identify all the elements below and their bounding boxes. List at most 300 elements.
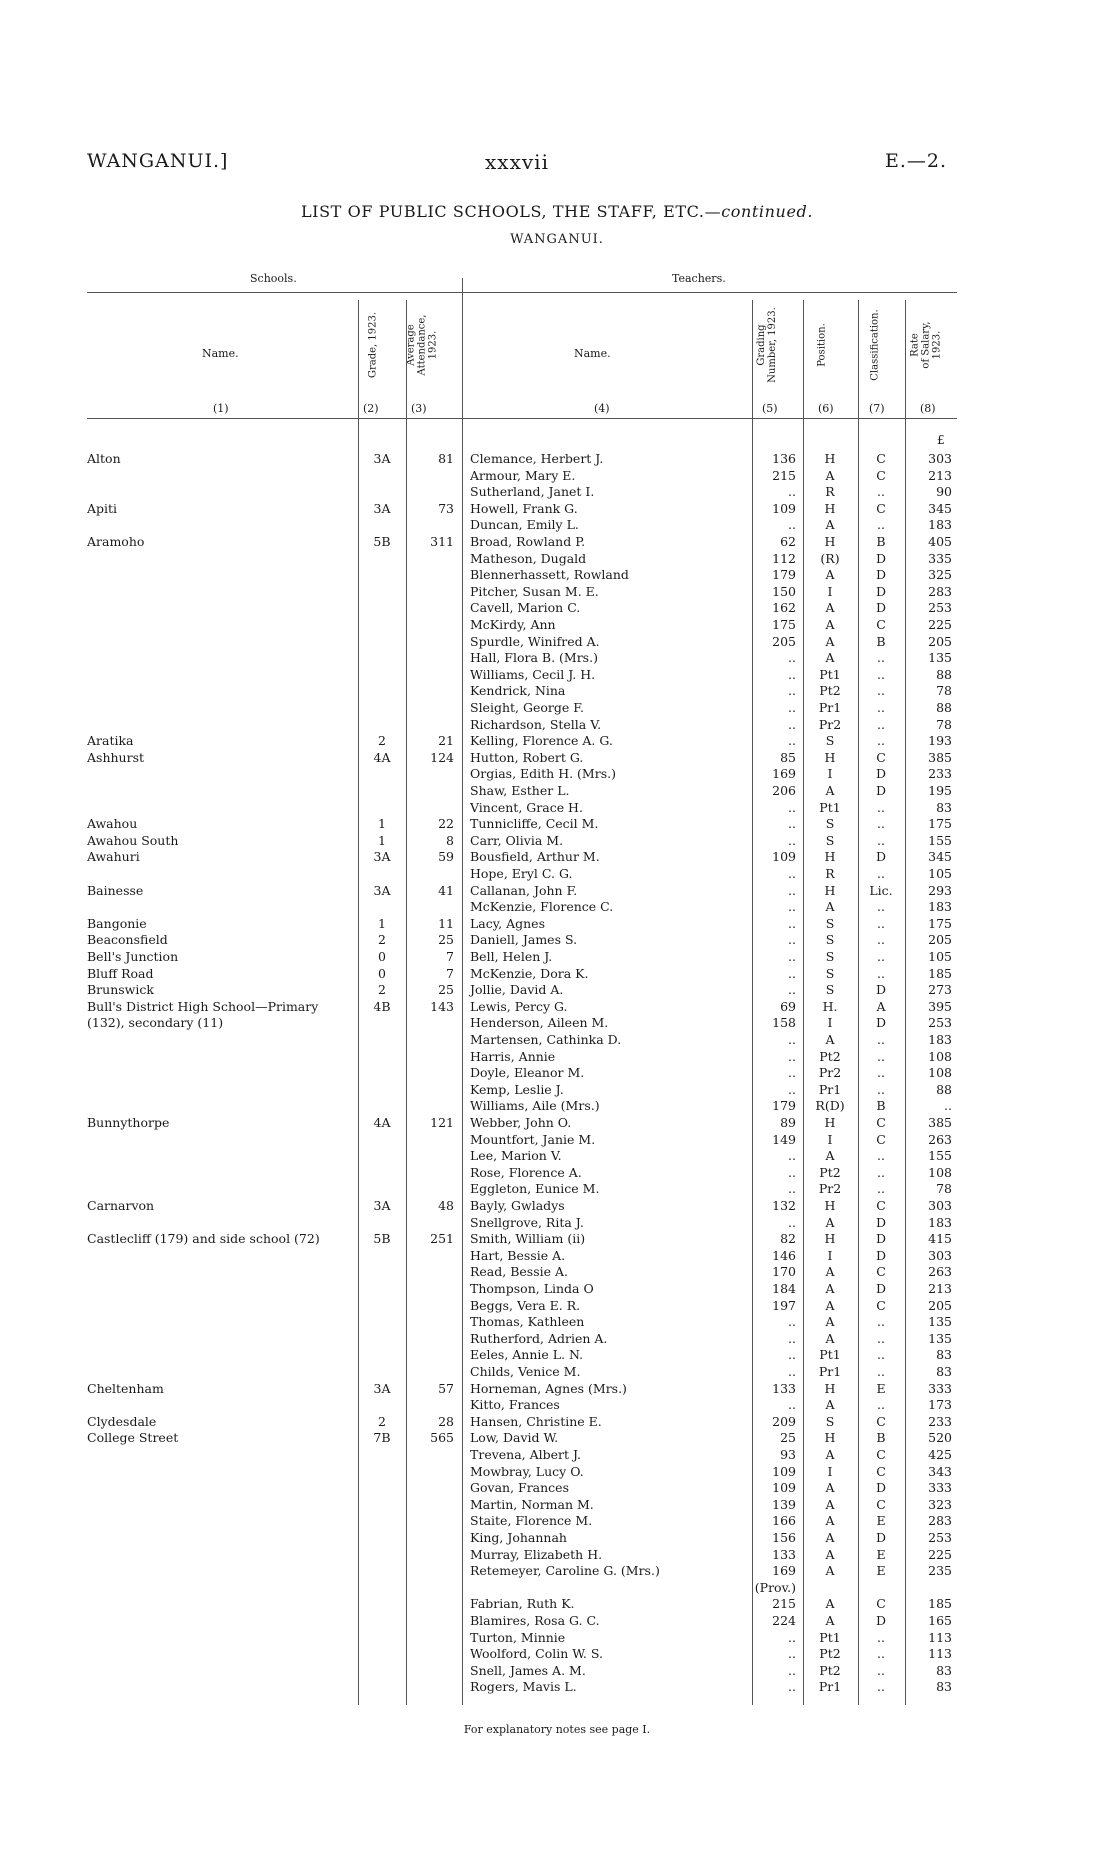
- teacher-name-text: Kitto, Frances: [470, 1397, 560, 1413]
- salary-rate-text: 233: [928, 766, 952, 782]
- school-attendance: [408, 999, 454, 1015]
- teacher-name: [470, 1082, 746, 1098]
- teacher-classification-text: ..: [877, 700, 885, 715]
- teacher-name: [470, 800, 746, 816]
- teacher-position-text: Pt2: [819, 1662, 841, 1678]
- grading-number: [754, 1630, 796, 1646]
- grading-number-text: ..: [788, 932, 796, 948]
- school-grade-text: 0: [378, 965, 386, 981]
- teacher-name-text: Martensen, Cathinka D.: [470, 1032, 622, 1047]
- school-grade: [360, 916, 404, 932]
- school-grade-text: 2: [378, 1413, 386, 1429]
- teacher-name-text: Kelling, Florence A. G.: [470, 733, 613, 749]
- school-name-text: Bell's Junction: [87, 949, 179, 964]
- rule-after-classification: [905, 300, 906, 1705]
- teacher-classification: [860, 1596, 902, 1612]
- teacher-name-text: Bell, Helen J.: [470, 949, 553, 964]
- teacher-classification: [860, 1347, 902, 1363]
- grading-number-text: 109: [772, 1480, 796, 1496]
- salary-rate: [907, 1679, 952, 1695]
- salary-rate-text: 135: [928, 1330, 952, 1346]
- salary-rate-text: 175: [928, 915, 952, 931]
- salary-rate-text: 235: [928, 1563, 952, 1579]
- teacher-name-text: Callanan, John F.: [470, 882, 578, 898]
- teacher-name-text: Vincent, Grace H.: [470, 799, 583, 815]
- col-number-8: (8): [920, 402, 936, 415]
- salary-rate-text: 183: [928, 1214, 952, 1230]
- school-attendance: [408, 982, 454, 998]
- teacher-position-text: I: [827, 1015, 833, 1031]
- salary-rate: [907, 982, 952, 998]
- teacher-classification-text: C: [876, 467, 886, 483]
- salary-rate-text: 195: [928, 783, 952, 798]
- grading-number: [754, 1530, 796, 1546]
- teacher-classification-text: B: [876, 1098, 886, 1114]
- salary-rate: [907, 849, 952, 865]
- teacher-classification-text: ..: [877, 1048, 885, 1064]
- teacher-classification-text: ..: [877, 1164, 885, 1180]
- school-grade: [360, 883, 404, 899]
- salary-rate: [907, 567, 952, 583]
- salary-rate-text: 323: [928, 1496, 952, 1512]
- teacher-classification: [860, 667, 902, 683]
- teacher-name: [470, 517, 746, 533]
- teacher-name-text: Spurdle, Winifred A.: [470, 633, 600, 649]
- salary-rate: [907, 1165, 952, 1181]
- teacher-position: [805, 1397, 855, 1413]
- salary-rate-text: 88: [936, 700, 952, 715]
- teacher-position-text: R: [825, 484, 835, 500]
- salary-rate-text: 78: [936, 716, 952, 732]
- grading-number: [754, 1464, 796, 1480]
- grading-number-text: ..: [788, 1646, 796, 1662]
- teacher-position: [805, 600, 855, 616]
- pound-sign: £: [937, 433, 945, 447]
- teacher-classification-text: D: [875, 783, 887, 798]
- teacher-name: [470, 783, 746, 799]
- title-text: LIST OF PUBLIC SCHOOLS, THE STAFF, ETC.—: [300, 202, 722, 221]
- teacher-name: [470, 1132, 746, 1148]
- teacher-name: [470, 1165, 746, 1181]
- teacher-position-text: S: [825, 816, 835, 832]
- teacher-name-text: Henderson, Aileen M.: [470, 1015, 609, 1031]
- teacher-classification-text: C: [876, 1596, 886, 1612]
- teacher-position-text: A: [825, 1314, 835, 1330]
- grading-number: [754, 1181, 796, 1197]
- school-attendance-text: 41: [438, 882, 454, 898]
- salary-header: Rate of Salary, 1923.: [909, 321, 943, 369]
- teacher-classification-text: D: [875, 766, 887, 782]
- teacher-classification: [860, 1497, 902, 1513]
- teacher-name-text: McKirdy, Ann: [470, 617, 556, 632]
- salary-rate-text: 183: [928, 1032, 952, 1047]
- school-name: [87, 1430, 349, 1446]
- teacher-position-text: S: [825, 733, 835, 749]
- teacher-position-text: A: [825, 1513, 835, 1529]
- salary-rate: [907, 451, 952, 467]
- grading-number: [754, 1198, 796, 1214]
- salary-rate: [907, 1397, 952, 1413]
- teacher-position-text: A: [825, 1480, 835, 1496]
- salary-rate: [907, 683, 952, 699]
- grading-number-text: ..: [788, 1679, 796, 1695]
- teacher-position: [805, 700, 855, 716]
- teacher-classification-text: ..: [877, 666, 885, 682]
- teacher-position-text: H: [824, 1231, 836, 1247]
- school-grade: [360, 833, 404, 849]
- teacher-classification: [860, 683, 902, 699]
- grading-number: [754, 468, 796, 484]
- teacher-position-text: Pr1: [818, 1081, 842, 1097]
- salary-rate: [907, 1181, 952, 1197]
- teacher-position-text: A: [825, 1330, 835, 1346]
- col-number-2: (2): [363, 402, 379, 415]
- grading-number: [754, 683, 796, 699]
- grading-number-text: 133: [772, 1380, 796, 1396]
- teacher-position-text: Pt2: [819, 683, 841, 699]
- teacher-classification: [860, 1298, 902, 1314]
- grading-number-text: ..: [788, 866, 796, 881]
- salary-rate: [907, 534, 952, 550]
- teacher-position-text: H: [824, 1430, 836, 1446]
- teacher-classification-text: C: [876, 1198, 886, 1213]
- teacher-classification-text: ..: [877, 799, 885, 815]
- teacher-position: [805, 1248, 855, 1264]
- teacher-classification-text: E: [876, 1380, 886, 1396]
- school-attendance: [408, 966, 454, 982]
- school-attendance-text: 28: [438, 1413, 454, 1429]
- grading-number-text: 62: [780, 534, 796, 549]
- teacher-position-text: A: [825, 1214, 835, 1230]
- grading-number-text: ..: [788, 1330, 796, 1346]
- salary-rate: [907, 1547, 952, 1563]
- teacher-name-text: Matheson, Dugald: [470, 550, 587, 566]
- school-name-text: (132), secondary (11): [87, 1015, 224, 1031]
- teacher-position-text: H: [824, 1380, 836, 1396]
- salary-rate: [907, 800, 952, 816]
- teacher-position-text: I: [827, 766, 833, 782]
- teacher-position: [805, 766, 855, 782]
- attendance-header: Average Attendance, 1923.: [405, 314, 439, 376]
- teacher-name-text: Cavell, Marion C.: [470, 600, 581, 616]
- grading-number-text: 179: [772, 567, 796, 583]
- teacher-classification: [860, 534, 902, 550]
- school-name-text: Brunswick: [87, 982, 154, 998]
- salary-rate-text: 343: [928, 1463, 952, 1479]
- teacher-name: [470, 600, 746, 616]
- teacher-classification-text: ..: [877, 899, 885, 915]
- salary-rate: [907, 1480, 952, 1496]
- school-name: [87, 1198, 349, 1214]
- teacher-position: [805, 1596, 855, 1612]
- teacher-name-text: Armour, Mary E.: [470, 467, 576, 483]
- teacher-name-text: Low, David W.: [470, 1430, 559, 1446]
- salary-rate: [907, 501, 952, 517]
- salary-rate-text: 175: [928, 816, 952, 832]
- teacher-name: [470, 1298, 746, 1314]
- teacher-classification-text: ..: [877, 1679, 885, 1695]
- teacher-position-text: I: [827, 1463, 833, 1479]
- teacher-position: [805, 966, 855, 982]
- teacher-position-text: R(D): [815, 1098, 845, 1114]
- grading-number-text: 169: [772, 1563, 796, 1579]
- teacher-position: [805, 899, 855, 915]
- teacher-classification: [860, 1364, 902, 1380]
- teacher-name-text: Hall, Flora B. (Mrs.): [470, 650, 598, 666]
- teacher-name-text: Hansen, Christine E.: [470, 1413, 602, 1429]
- teacher-position: [805, 1480, 855, 1496]
- teacher-position-text: A: [825, 1281, 835, 1296]
- grading-number-text: 215: [772, 467, 796, 483]
- teacher-position-text: A: [825, 1530, 835, 1545]
- salary-rate-text: 225: [928, 617, 952, 632]
- teacher-name: [470, 617, 746, 633]
- teacher-position: [805, 1132, 855, 1148]
- grading-number: [754, 1065, 796, 1081]
- teacher-name-text: McKenzie, Florence C.: [470, 899, 614, 915]
- grading-number: [754, 1231, 796, 1247]
- teacher-position-text: A: [825, 1563, 835, 1579]
- grading-number-text: ..: [788, 650, 796, 666]
- grading-number-text: ..: [788, 1048, 796, 1064]
- teacher-position-text: A: [825, 1264, 835, 1280]
- teacher-name: [470, 567, 746, 583]
- teacher-classification: [860, 966, 902, 982]
- school-grade: [360, 534, 404, 550]
- school-name: [87, 1414, 349, 1430]
- school-grade: [360, 1430, 404, 1446]
- school-name: [87, 966, 349, 982]
- teacher-classification-text: ..: [877, 866, 885, 881]
- teacher-name-text: Snell, James A. M.: [470, 1662, 586, 1678]
- footnote: For explanatory notes see page I.: [463, 1723, 651, 1736]
- salary-rate-text: 83: [936, 799, 952, 815]
- teacher-classification: [860, 750, 902, 766]
- grading-number: [754, 1497, 796, 1513]
- teacher-classification: [860, 1630, 902, 1646]
- salary-rate: [907, 650, 952, 666]
- school-attendance-text: 7: [446, 949, 454, 964]
- teacher-position-text: A: [825, 1496, 835, 1512]
- grading-number-text: ..: [788, 915, 796, 931]
- rule-after-grading: [803, 300, 804, 1705]
- teacher-classification-text: ..: [877, 1347, 885, 1363]
- teacher-name: [470, 650, 746, 666]
- teacher-name-text: Doyle, Eleanor M.: [470, 1065, 585, 1081]
- school-name-header: Name.: [202, 347, 239, 360]
- salary-rate-text: 83: [936, 1364, 952, 1379]
- teacher-position: [805, 1015, 855, 1031]
- salary-rate-text: 205: [928, 1297, 952, 1313]
- salary-rate-text: 425: [928, 1447, 952, 1462]
- grading-number-text: ..: [788, 1081, 796, 1097]
- grading-number: [754, 1347, 796, 1363]
- salary-rate: [907, 949, 952, 965]
- teacher-position: [805, 1082, 855, 1098]
- teacher-position: [805, 484, 855, 500]
- teacher-classification-text: D: [875, 1247, 887, 1263]
- school-attendance-text: 81: [438, 451, 454, 466]
- teacher-name: [470, 717, 746, 733]
- teacher-name-text: Staite, Florence M.: [470, 1513, 593, 1529]
- salary-rate: [907, 600, 952, 616]
- salary-rate-text: 213: [928, 467, 952, 483]
- teacher-classification: [860, 932, 902, 948]
- grading-number: [754, 1264, 796, 1280]
- teacher-classification-text: ..: [877, 1397, 885, 1413]
- salary-rate-text: 233: [928, 1413, 952, 1429]
- grading-number-text: ..: [788, 1314, 796, 1330]
- teacher-name: [470, 883, 746, 899]
- salary-rate: [907, 750, 952, 766]
- grading-number-text: 93: [780, 1447, 796, 1462]
- teacher-position-text: H: [824, 1198, 836, 1213]
- teacher-name: [470, 1464, 746, 1480]
- salary-rate: [907, 717, 952, 733]
- grading-number-text: 85: [780, 749, 796, 765]
- grading-number: [754, 634, 796, 650]
- grading-number-text: 109: [772, 1463, 796, 1479]
- school-attendance-text: 21: [438, 733, 454, 749]
- teacher-classification-text: D: [875, 1480, 887, 1496]
- teacher-name: [470, 1115, 746, 1131]
- salary-rate: [907, 1497, 952, 1513]
- salary-rate: [907, 816, 952, 832]
- salary-rate-text: 185: [928, 1596, 952, 1612]
- grading-number: [754, 717, 796, 733]
- salary-rate-text: 405: [928, 534, 952, 549]
- salary-rate-text: 273: [928, 982, 952, 998]
- teacher-classification: [860, 451, 902, 467]
- teacher-name: [470, 1231, 746, 1247]
- teacher-position-text: Pt2: [819, 1164, 841, 1180]
- teacher-position: [805, 1447, 855, 1463]
- teacher-classification: [860, 600, 902, 616]
- teacher-classification: [860, 650, 902, 666]
- teacher-name: [470, 1264, 746, 1280]
- school-grade-text: 1: [378, 816, 386, 832]
- teacher-name-text: Sleight, George F.: [470, 700, 584, 715]
- school-name: [87, 733, 349, 749]
- teacher-position: [805, 551, 855, 567]
- teacher-position: [805, 1314, 855, 1330]
- salary-rate: [907, 468, 952, 484]
- teacher-classification-text: ..: [877, 683, 885, 699]
- teacher-name: [470, 1049, 746, 1065]
- teacher-name: [470, 1679, 746, 1695]
- teacher-name-text: Williams, Aile (Mrs.): [470, 1098, 600, 1114]
- grading-number: [754, 534, 796, 550]
- school-attendance: [408, 451, 454, 467]
- teacher-name-text: Horneman, Agnes (Mrs.): [470, 1380, 627, 1396]
- salary-rate: [907, 1115, 952, 1131]
- salary-rate-text: 385: [928, 749, 952, 765]
- teacher-name-text: Govan, Frances: [470, 1480, 569, 1496]
- teacher-classification-text: D: [875, 1015, 887, 1031]
- classification-header: Classification.: [869, 309, 881, 381]
- teacher-position: [805, 1148, 855, 1164]
- teacher-position-text: I: [827, 1131, 833, 1147]
- school-attendance: [408, 501, 454, 517]
- salary-rate-text: 345: [928, 849, 952, 865]
- teacher-classification: [860, 1115, 902, 1131]
- teacher-position: [805, 733, 855, 749]
- teacher-position: [805, 1231, 855, 1247]
- teachers-group-header: Teachers.: [672, 272, 726, 285]
- teacher-classification-text: ..: [877, 1330, 885, 1346]
- teacher-classification-text: E: [876, 1563, 886, 1579]
- teacher-classification: [860, 1231, 902, 1247]
- grading-number-text: 146: [772, 1247, 796, 1263]
- teacher-classification: [860, 517, 902, 533]
- school-grade: [360, 999, 404, 1015]
- school-name: [87, 501, 349, 517]
- school-attendance-text: 8: [446, 832, 454, 848]
- teacher-classification: [860, 783, 902, 799]
- teacher-classification-text: D: [875, 849, 887, 865]
- teacher-name: [470, 667, 746, 683]
- teacher-classification: [860, 1281, 902, 1297]
- grading-number: [754, 733, 796, 749]
- salary-rate: [907, 1447, 952, 1463]
- teacher-classification: [860, 1513, 902, 1529]
- teacher-classification-text: ..: [877, 484, 885, 500]
- page-title: [0, 202, 1114, 221]
- salary-rate-text: 293: [928, 882, 952, 898]
- teacher-name: [470, 634, 746, 650]
- teacher-name: [470, 750, 746, 766]
- salary-rate-text: 165: [928, 1613, 952, 1628]
- salary-rate: [907, 999, 952, 1015]
- teacher-classification: [860, 999, 902, 1015]
- teacher-position: [805, 1281, 855, 1297]
- teacher-classification-text: B: [876, 1430, 886, 1446]
- teacher-classification: [860, 1464, 902, 1480]
- salary-rate: [907, 783, 952, 799]
- grading-number: [754, 600, 796, 616]
- school-name-text: Cheltenham: [87, 1380, 164, 1396]
- teacher-name: [470, 1032, 746, 1048]
- grading-number: [754, 650, 796, 666]
- teacher-classification: [860, 700, 902, 716]
- salary-rate-text: 83: [936, 1662, 952, 1678]
- teacher-position-text: S: [825, 915, 835, 931]
- teacher-name-text: King, Johannah: [470, 1530, 567, 1545]
- teacher-position: [805, 1630, 855, 1646]
- teacher-position: [805, 1049, 855, 1065]
- teacher-position-text: I: [827, 583, 833, 599]
- salary-rate: [907, 1148, 952, 1164]
- salary-rate: [907, 1663, 952, 1679]
- salary-rate: [907, 551, 952, 567]
- teacher-position-text: R: [825, 866, 835, 881]
- teacher-position: [805, 1430, 855, 1446]
- teacher-name: [470, 999, 746, 1015]
- teacher-name-text: Hart, Bessie A.: [470, 1247, 566, 1263]
- school-name: [87, 1015, 349, 1031]
- teacher-classification: [860, 899, 902, 915]
- grading-number: [754, 1115, 796, 1131]
- teacher-position-text: H: [824, 534, 836, 549]
- teacher-classification-text: ..: [877, 932, 885, 948]
- salary-rate-text: 345: [928, 500, 952, 516]
- teacher-position-text: (R): [820, 550, 840, 566]
- teacher-name: [470, 683, 746, 699]
- teacher-classification-text: ..: [877, 650, 885, 666]
- teacher-classification-text: ..: [877, 1148, 885, 1164]
- school-name: [87, 451, 349, 467]
- salary-rate: [907, 833, 952, 849]
